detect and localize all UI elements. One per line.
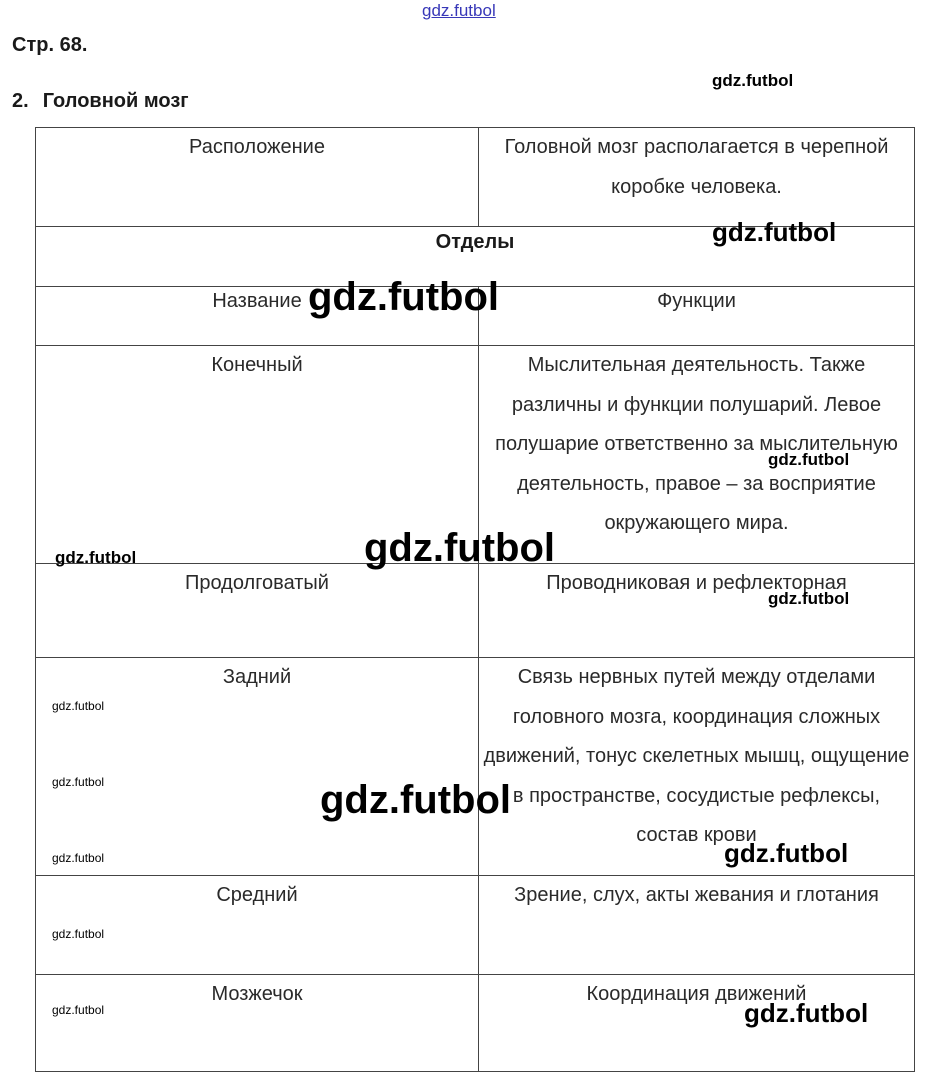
section-title xyxy=(12,90,189,113)
section-functions: Зрение, слух, акты жевания и глотания xyxy=(479,876,915,975)
section-name: Продолговатый xyxy=(36,564,479,658)
watermark-top-link[interactable]: gdz.futbol xyxy=(422,1,496,20)
table-row xyxy=(36,876,915,975)
watermark: gdz.futbol xyxy=(364,526,556,570)
page-reference: Стр. 68. xyxy=(12,34,88,56)
watermark: gdz.futbol xyxy=(308,275,500,319)
watermark: gdz.futbol xyxy=(52,1003,105,1017)
section-name: Конечный xyxy=(36,346,479,564)
column-header-name: Название xyxy=(36,287,479,346)
watermark: gdz.futbol xyxy=(52,775,105,789)
section-name: Мозжечок xyxy=(36,975,479,1072)
section-title-text: Головной мозг xyxy=(42,90,189,112)
watermark: gdz.futbol xyxy=(320,778,512,822)
watermark: gdz.futbol xyxy=(724,838,849,868)
watermark: gdz.futbol xyxy=(55,548,137,567)
section-number: 2. xyxy=(12,90,29,112)
watermark: gdz.futbol xyxy=(744,998,869,1028)
section-functions: Координация движений xyxy=(479,975,915,1072)
watermark: gdz.futbol xyxy=(768,450,850,469)
column-header-functions: Функции xyxy=(479,287,915,346)
watermark: gdz.futbol xyxy=(52,927,105,941)
location-value: Головной мозг располагается в черепной коробке человека. xyxy=(479,128,915,227)
section-name: Задний xyxy=(36,658,479,876)
table-row-location xyxy=(36,128,915,227)
sections-label: Отделы xyxy=(36,227,915,287)
section-functions: Проводниковая и рефлекторная xyxy=(479,564,915,658)
location-label: Расположение xyxy=(36,128,479,227)
section-functions: Связь нервных путей между отделами головного мозга, координация сложных движений, тонус скелетных мышц, ощущение в пространстве, сосудистые рефлексы, состав крови xyxy=(479,658,915,876)
watermark: gdz.futbol xyxy=(712,71,794,90)
section-functions: Мыслительная деятельность. Также различны и функции полушарий. Левое полушарие ответственно за мыслительную деятельность, правое – за восприятие окружающего мира. xyxy=(479,346,915,564)
section-name: Средний xyxy=(36,876,479,975)
watermark: gdz.futbol xyxy=(712,217,837,247)
watermark: gdz.futbol xyxy=(52,851,105,865)
table-row xyxy=(36,564,915,658)
watermark: gdz.futbol xyxy=(768,589,850,608)
watermark: gdz.futbol xyxy=(52,699,105,713)
